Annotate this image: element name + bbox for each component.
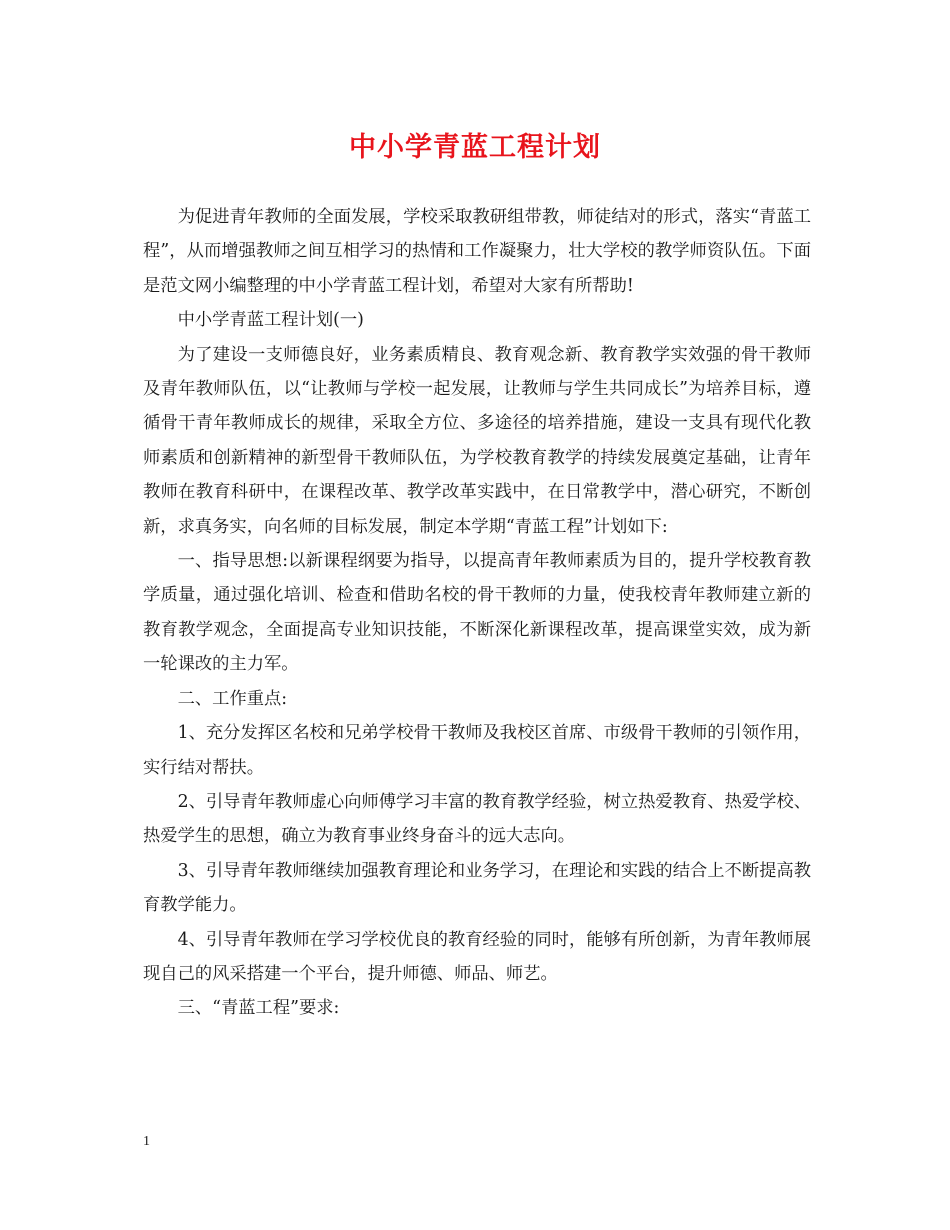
section-heading-key-work: 二、工作重点: xyxy=(177,688,288,709)
list-item-4: 4、引导青年教师在学习学校优良的教育经验的同时，能够有所创新，为青年教师展现自己的风采搭建一个平台，提升师德、师品、师艺。 xyxy=(143,929,811,984)
paragraph-goal: 为了建设一支师德良好，业务素质精良、教育观念新、教育教学实效强的骨干教师及青年教师队伍，以“让教师与学校一起发展，让教师与学生共同成长”为培养目标，遵循骨干青年教师成长的规律，采取全方位、多途径的培养措施，建设一支具有现代化教师素质和创新精神的新型骨干教师队伍，为学校教育教学的持续发展奠定基础，让青年教师在教育科研中，在课程改革、教学改革实践中，在日常教学中，潜心研究，不断创新，求真务实，向名师的目标发展，制定本学期“青蓝工程”计划如下: xyxy=(143,344,811,537)
list-item-1: 1、充分发挥区名校和兄弟学校骨干教师及我校区首席、市级骨干教师的引领作用，实行结对帮扶。 xyxy=(143,723,811,778)
list-item-3: 3、引导青年教师继续加强教育理论和业务学习，在理论和实践的结合上不断提高教育教学能力。 xyxy=(143,860,811,916)
section-heading-requirements: 三、“青蓝工程”要求: xyxy=(177,998,340,1019)
page-number: 1 xyxy=(143,1134,150,1149)
section-heading-plan-one: 中小学青蓝工程计划(一) xyxy=(177,310,364,331)
list-item-2: 2、引导青年教师虚心向师傅学习丰富的教育教学经验，树立热爱教育、热爱学校、热爱学生的思想，确立为教育事业终身奋斗的远大志向。 xyxy=(143,791,811,847)
document-title: 中小学青蓝工程计划 xyxy=(349,132,601,163)
document-body xyxy=(143,200,811,1026)
paragraph-guiding-ideology: 一、指导思想:以新课程纲要为指导，以提高青年教师素质为目的，提升学校教育教学质量，通过强化培训、检查和借助名校的骨干教师的力量，使我校青年教师建立新的教育教学观念，全面提高专业知识技能，不断深化新课程改革，提高课堂实效，成为新一轮课改的主力军。 xyxy=(143,551,811,675)
paragraph-intro: 为促进青年教师的全面发展，学校采取教研组带教，师徒结对的形式，落实“青蓝工程”，从而增强教师之间互相学习的热情和工作凝聚力，壮大学校的教学师资队伍。下面是范文网小编整理的中小学青蓝工程计划，希望对大家有所帮助! xyxy=(143,207,811,296)
